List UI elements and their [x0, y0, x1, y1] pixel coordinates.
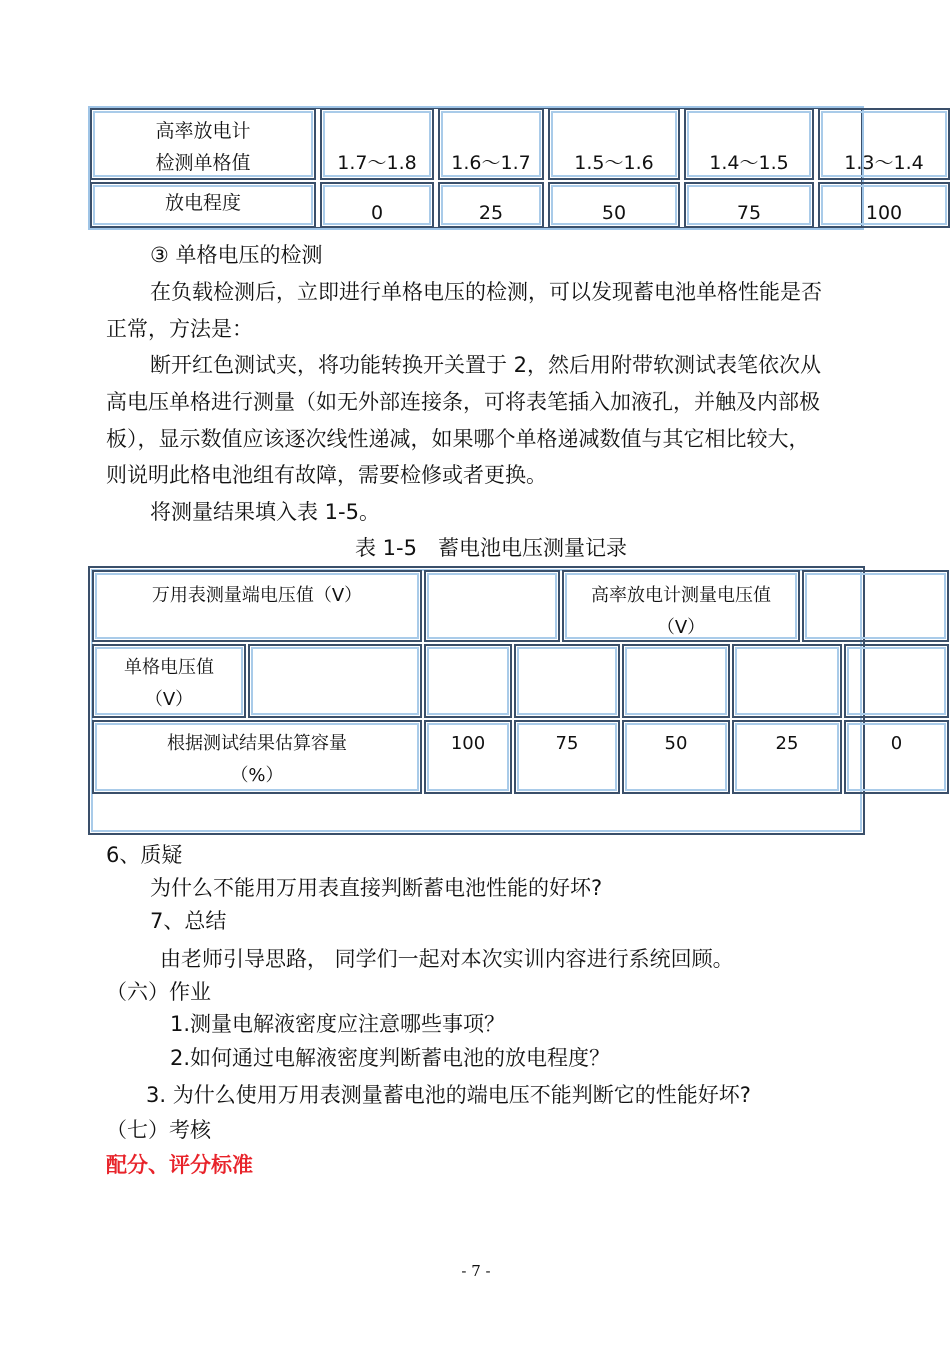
paragraph-line: 正常，方法是： [106, 317, 253, 341]
table-cell-empty [802, 570, 949, 642]
cell-text: 25 [478, 202, 504, 224]
paragraph-line: 为什么不能用万用表直接判断蓄电池性能的好坏? [150, 876, 603, 900]
table-cell [514, 720, 620, 794]
paragraph-line: 高电压单格进行测量（如无外部连接条，可将表笔插入加液孔，并触及内部极 [106, 390, 820, 414]
cell-text: 根据测试结果估算容量 [167, 733, 347, 754]
table-cell-empty [514, 644, 620, 718]
cell-text: 75 [736, 202, 762, 224]
discharge-table [88, 106, 924, 230]
paragraph-line: 将测量结果填入表 1-5。 [150, 500, 380, 524]
table-cell-empty [844, 644, 949, 718]
table-cell [622, 720, 730, 794]
table-cell [844, 720, 949, 794]
paragraph-line: 由老师引导思路， 同学们一起对本次实训内容进行系统回顾。 [160, 947, 734, 971]
table-cell-empty [424, 644, 512, 718]
section-heading: （七）考核 [106, 1118, 211, 1142]
voltage-record-table [88, 566, 903, 835]
cell-text: 100 [865, 202, 903, 224]
table-cell-empty [622, 644, 730, 718]
cell-text: （V） [144, 689, 194, 710]
cell-text: 0 [890, 733, 903, 754]
paragraph-line: 断开红色测试夹，将功能转换开关置于 2，然后用附带软测试表笔依次从 [150, 353, 822, 377]
list-item: 1.测量电解液密度应注意哪些事项？ [170, 1012, 506, 1036]
cell-text: 0 [370, 202, 384, 224]
cell-text: 检测单格值 [155, 152, 251, 174]
page-number: - 7 - [461, 1262, 491, 1280]
table-cell [818, 182, 950, 228]
cell-text: 1.7～1.8 [337, 152, 417, 174]
table-row-label [90, 182, 316, 228]
table-caption: 表 1-5 蓄电池电压测量记录 [355, 536, 627, 560]
cell-text: 1.6～1.7 [451, 152, 531, 174]
section-heading: 6、质疑 [106, 843, 183, 867]
table-cell [548, 182, 680, 228]
list-item: 2.如何通过电解液密度判断蓄电池的放电程度？ [170, 1046, 611, 1070]
cell-text: 1.3～1.4 [844, 152, 924, 174]
section-heading: ③ 单格电压的检测 [150, 243, 323, 267]
paragraph-line: 在负载检测后，立即进行单格电压的检测，可以发现蓄电池单格性能是否 [150, 280, 822, 304]
cell-text: 50 [601, 202, 627, 224]
table-cell-empty [424, 570, 560, 642]
paragraph-line: 板），显示数值应该逐次线性递减，如果哪个单格递减数值与其它相比较大， [106, 427, 810, 451]
table-cell [438, 182, 544, 228]
section-heading: （六）作业 [106, 980, 211, 1004]
table-cell [684, 182, 814, 228]
table-cell [548, 108, 680, 180]
cell-text: 1.4～1.5 [709, 152, 789, 174]
table-cell [320, 108, 434, 180]
table-cell [732, 720, 842, 794]
scoring-heading: 配分、评分标准 [106, 1153, 253, 1177]
cell-text: 放电程度 [164, 192, 241, 214]
table-cell-empty [732, 644, 842, 718]
list-item: 3. 为什么使用万用表测量蓄电池的端电压不能判断它的性能好坏? [146, 1083, 751, 1107]
cell-text: 50 [664, 733, 688, 754]
cell-text: （V） [656, 617, 706, 638]
table-cell [684, 108, 814, 180]
table-row-label [562, 570, 800, 642]
cell-text: 100 [450, 733, 486, 754]
cell-text: 高率放电计 [155, 120, 251, 142]
cell-text: 25 [775, 733, 799, 754]
table-cell [424, 720, 512, 794]
paragraph-line: 则说明此格电池组有故障，需要检修或者更换。 [106, 463, 547, 487]
section-heading: 7、总结 [150, 909, 227, 933]
table-row-label [92, 720, 422, 794]
cell-text: （%） [230, 765, 284, 786]
table-row-label [92, 570, 422, 642]
cell-text: 1.5～1.6 [574, 152, 654, 174]
cell-text: 高率放电计测量电压值 [591, 585, 771, 606]
table-cell [320, 182, 434, 228]
table-row-label [90, 108, 316, 180]
cell-text: 75 [555, 733, 579, 754]
table-cell [818, 108, 950, 180]
cell-text: 单格电压值 [124, 657, 214, 678]
table-cell-empty [248, 644, 422, 718]
table-row-label [92, 644, 246, 718]
table-cell [438, 108, 544, 180]
cell-text: 万用表测量端电压值（V） [151, 585, 363, 606]
